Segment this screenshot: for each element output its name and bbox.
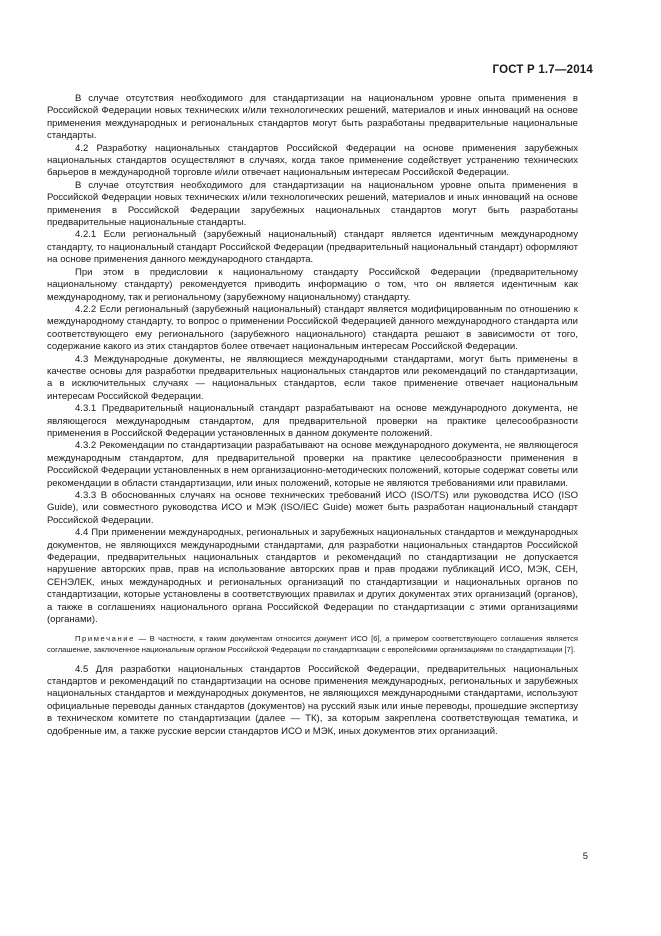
paragraph-4-3-1: 4.3.1 Предварительный национальный стандарт разрабатывают на основе международного документа, не являющегося международным стандартом, для предварительной проверки на практике целесообразности применения в Российской Федерации установленных в данном документе положений. bbox=[47, 403, 578, 439]
page-body bbox=[47, 93, 578, 738]
paragraph-4-5: 4.5 Для разработки национальных стандартов Российской Федерации, предварительных национальных стандартов и рекомендаций по стандартизации на основе применения международных, региональных и зарубежных национальных стандартов и международных документов, не являющихся международными стандартами, используют официальные переводы данных стандартов (документов) на русский язык или иные переводы, прошедшие экспертизу в техническом комитете по стандартизации (далее — ТК), за которым закреплена соответствующая тематика, и одобренные им, а также русские версии стандартов ИСО и МЭК, иных документов этих организаций. bbox=[47, 663, 578, 737]
paragraph-4-3: 4.3 Международные документы, не являющиеся международными стандартами, могут быть применены в качестве основы для разработки предварительных национальных стандартов или рекомендаций по стандартизации, а в исключительных случаях — национальных стандартов, если такое применение отвечает национальным интересам Российской Федерации. bbox=[47, 353, 578, 402]
note bbox=[47, 634, 578, 655]
paragraph: В случае отсутствия необходимого для стандартизации на национальном уровне опыта применения в Российской Федерации новых технических и/или технологических решений, материалов и иных инноваций на основе применения международных и региональных стандартов могут быть разработаны предварительные национальные стандарты. bbox=[47, 93, 578, 142]
paragraph-4-3-2: 4.3.2 Рекомендации по стандартизации разрабатывают на основе международного документа, не являющегося международным стандартом, для предварительной проверки на практике целесообразности применения в Российской Федерации установленных в нем организационно-методических положений, которые содержат советы или рекомендации в области стандартизации, или иных положений, которые не являются требованиями или правилами. bbox=[47, 440, 578, 489]
paragraph-4-2-1: 4.2.1 Если региональный (зарубежный национальный) стандарт является идентичным международному стандарту, то национальный стандарт Российской Федерации (предварительный национальный стандарт) оформляют на основе применения данного международного стандарта. bbox=[47, 229, 578, 266]
paragraph-4-3-3: 4.3.3 В обоснованных случаях на основе технических требований ИСО (ISO/TS) или руководства ИСО (ISO Guide), или совместного руководства ИСО и МЭК (ISO/IEC Guide) может быть разработан национальный стандарт Российской Федерации. bbox=[47, 490, 578, 526]
paragraph-4-2-2: 4.2.2 Если региональный (зарубежный национальный) стандарт является модифицированным по отношению к международному стандарту, то вопрос о применении Российской Федерацией данного международного стандарта или соответствующего ему регионального (зарубежного национального) стандарта решают в зависимости от того, содержание какого из этих стандартов более отвечает национальным интересам Российской Федерации. bbox=[47, 303, 578, 353]
note-label: Примечание bbox=[75, 634, 135, 644]
paragraph-4-2: 4.2 Разработку национальных стандартов Российской Федерации на основе применения зарубежных национальных стандартов осуществляют в случаях, когда такое применение содействует устранению технических барьеров в международной торговле и/или отвечает национальным интересам Российской Федерации. bbox=[47, 142, 578, 179]
page-number: 5 bbox=[582, 851, 588, 862]
note-text: — В частности, к таким документам относится документ ИСО [6], а примером соответствующего соглашения является соглашение, заключенное национальным органом Российской Федерации по стандартизации с европейскими организациями по стандартизации [7]. bbox=[47, 634, 578, 655]
paragraph: При этом в предисловии к национальному стандарту Российской Федерации (предварительному национальному стандарту) рекомендуется приводить информацию о том, что он является идентичным как международному, так и региональному (зарубежному национальному) стандарту. bbox=[47, 266, 578, 303]
paragraph-4-4: 4.4 При применении международных, региональных и зарубежных национальных стандартов и международных документов, не являющихся международными стандартами, для разработки национальных стандартов Российской Федерации, предварительных национальных стандартов и рекомендаций по стандартизации не допускается нарушение авторских прав, прав на использование авторских прав и прав продажи публикаций ИСО, МЭК, СЕН, СЕНЭЛЕК, иных международных и региональных организаций по стандартизации и национальных органов по стандартизации, которые установлены в соответствующих правилах и других документах этих организаций (органов), а также в соглашениях национального органа Российской Федерации по стандартизации с этими организациями (органами). bbox=[47, 527, 578, 626]
document-code: ГОСТ Р 1.7—2014 bbox=[492, 64, 593, 76]
paragraph: В случае отсутствия необходимого для стандартизации на национальном уровне опыта применения в Российской Федерации новых технических и/или технологических решений, материалов и иных инноваций на основе применения в Российской Федерации зарубежных национальных стандартов могут быть разработаны предварительные национальные стандарты. bbox=[47, 179, 578, 229]
